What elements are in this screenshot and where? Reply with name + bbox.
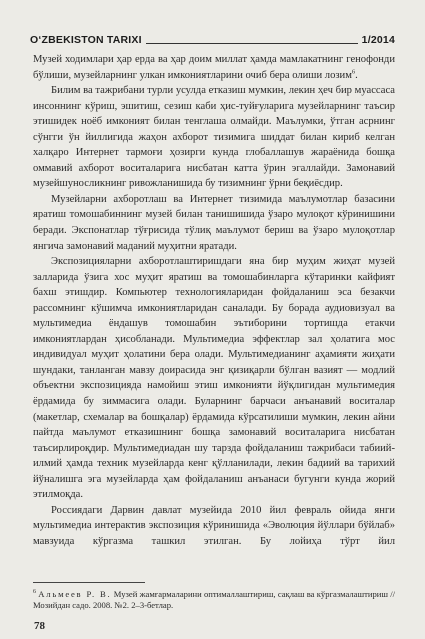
footnote xyxy=(33,587,395,611)
running-header xyxy=(30,32,395,46)
footnote-text: Музей жамғармаларини оптималлаштириш, сақлаш ва кўргазмалаштириш // Мозийдан садо. 2008. №2. 2–3-бетлар. xyxy=(33,588,396,610)
page-number: 78 xyxy=(34,620,45,632)
journal-title: O‘ZBEKISTON TARIXI xyxy=(30,34,142,46)
paragraph: Музей ходимлари ҳар ерда ва ҳар доим миллат ҳамда мамлакатнинг генофонди бўлиши, музейларнинг улкан имкониятларини очиб бера олиши лозим$^6$. xyxy=(33,54,395,81)
paragraph: Музейларни ахборотлаш ва Интернет тизимида маълумотлар базасини яратиш томошабиннинг музей билан танишишида ўзаро мулоқот кўринишини беради. Экспонатлар тўғрисида тўлиқ маълумот бериш ва ўзаро мулоқотлар янгича замонавий маданий муҳитни яратади. xyxy=(33,193,395,252)
paragraph: Россиядаги Дарвин давлат музейида 2010 йил февраль ойида янги мультимедиа интерактив экспозиция кўринишида «Эволюция йўллари бўйлаб» мавзуида кўргазма ташкил этилган. Бу лойиҳа тўрт йил xyxy=(33,504,395,547)
article-body xyxy=(33,52,395,550)
paragraph: Экспозицияларни ахборотлаштиришдаги яна бир муҳим жиҳат музей залларида ўзига хос муҳит яратиш ва томошабинларга кўтаринки кайфият бахш этишдир. Компьютер технологияларидан фойдаланиш эса безакчи рассомнинг кўшимча имкониятларидан саналади. Бу борада аудиовизуал ва мультимедиа ёндашув томошабин эътиборини тортишда етакчи имкониятлардан ҳисобланади. Мультимедиа эффектлар зал ҳолатига мос индивидуал муҳит ҳолатини бера олади. Мультимедианинг аҳамияти жиҳати шундаки, танланган мавзу доирасида энг қизиқарли бўлган вазият — модлий объектни экспозицияда намойиш этиш имконияти йўқлигидан мультимедия ёрдамида бу зиммасига олади. Буларнинг барчаси анъанавий воситалар (макетлар, схемалар ва бошқалар) ёрдамида кўрсатилиши мумкин, лекин айни пайтда маълумот етказишнинг бошқа замонавий воситаларига нисбатан таъсирлироқдир. Мультимедиадан шу тарзда фойдаланиш тажрибаси табиий-илмий ҳамда техник музейларда кенг қўлланилади, лекин бадиий ва тарихий йўналишга эга музейларда ҳам фойдаланиш анъанаси бугунги кунда жорий этилмоқда. xyxy=(33,256,395,501)
footnote-separator xyxy=(33,582,145,583)
header-rule xyxy=(146,43,358,44)
footnote-marker: 6 xyxy=(33,589,36,595)
footnote-reference: 6 xyxy=(351,68,356,76)
paragraph: Билим ва тажрибани турли усулда етказиш мумкин, лекин ҳеч бир муассаса инсоннинг кўриш, эшитиш, сезиш каби ҳис-туйғуларига музейларнинг таъсир этишидек ноёб имконият билан тенглаша олмайди. Маълумки, ўтган асрнинг сўнгги ўн йиллигида жаҳон ахборот тизимига шиддат билан кириб келган халқаро Интернет тармоғи ҳозирги кунда глобаллашув жараёнида бошқа оммавий ахборот воситаларига нисбатан катта ўрин эгаллайди. Замонавий музейшуносликнинг ривожланишида бу тизимнинг ўрни беқиёсдир. xyxy=(33,85,395,190)
footnote-author: Альмеев Р. В. xyxy=(38,588,112,599)
issue-number: 1/2014 xyxy=(361,34,395,46)
